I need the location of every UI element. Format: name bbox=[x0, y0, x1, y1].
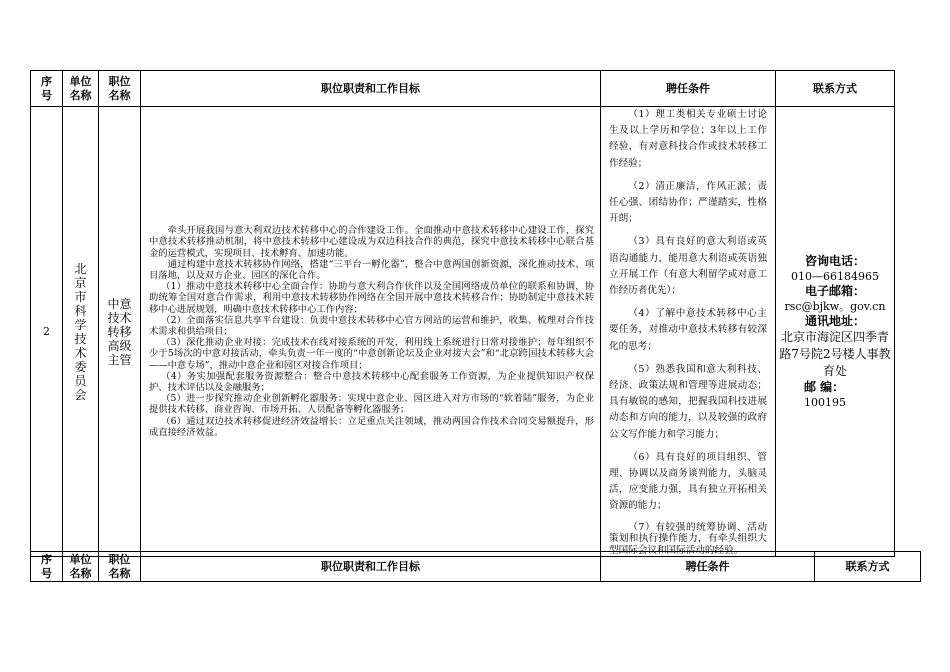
phone-label: 咨询电话： bbox=[804, 253, 865, 268]
duty-paragraph: （1）推动中意技术转移中心全面合作：协助与意大利合作伙伴以及全国网络成员单位的联系和协调，协助统筹全国对意合作需求，利用中意技术转移协作网络在全国开展中意技术转移合作；协助制定中意技术转移中心进展规划，明确中意技术转移中心工作内容； bbox=[149, 281, 594, 315]
phone-value: 010—66184965 bbox=[791, 269, 879, 283]
row-duties bbox=[141, 107, 601, 557]
duty-paragraph: （4）务实加强配套服务资源整合：整合中意技术转移中心配套服务工作资源，为企业提供知识产权保护、技术评估以及金融服务； bbox=[149, 370, 594, 393]
table-header-repeat bbox=[30, 551, 921, 582]
header-requirements: 聘任条件 bbox=[601, 552, 815, 582]
unit-name-vertical bbox=[63, 262, 98, 402]
row-contact bbox=[776, 107, 895, 557]
duty-paragraph: 牵头开展我国与意大利双边技术转移中心的合作建设工作。全面推动中意技术转移中心建设工作，探究中意技术转移推动机制，将中意技术转移中心建设成为双边科技合作的典范，探究中意技术转移中心联合基金的运营模式，实现项目、技术孵育、加速功能。 bbox=[149, 225, 594, 259]
unit-name-char: 员 bbox=[74, 373, 87, 388]
duty-paragraph: （5）进一步探究推动企业创新孵化器服务：实现中意企业、园区进入对方市场的“软着陆”服务，为企业提供技术转移、商业咨询、市场开拓、人员配备等孵化器服务； bbox=[149, 393, 594, 416]
position-name-line: 转移 bbox=[107, 324, 132, 339]
row-unit-name bbox=[63, 107, 99, 557]
duty-paragraph: （2）全面落实信息共享平台建设：负责中意技术转移中心官方网站的运营和维护，收集、梳理对合作技术需求和供给项目； bbox=[149, 314, 594, 337]
duty-paragraph: 通过构建中意技术转移协作网络，搭建“三平台一孵化器”，整合中意两国创新资源，深化推动技术、项目落地，以及双方企业、园区的深化合作。 bbox=[149, 258, 594, 281]
email-value: rsc@bjkw。gov.cn bbox=[784, 299, 886, 313]
table-row bbox=[30, 106, 895, 557]
unit-name-char: 会 bbox=[74, 387, 87, 402]
requirement-paragraph: （7）有较强的统筹协调、活动策划和执行操作能力，有牵头组织大型国际会议和国际活动的经验。 bbox=[609, 521, 767, 556]
requirement-paragraph: （6）具有良好的项目组织、管理、协调以及商务谈判能力，头脑灵活，应变能力强，具有独立开拓相关资源的能力； bbox=[609, 451, 767, 512]
row-requirements bbox=[601, 107, 776, 557]
unit-name-char: 北 bbox=[74, 261, 87, 276]
header-contact: 联系方式 bbox=[815, 552, 921, 582]
requirement-paragraph: （2）清正廉洁，作风正派；责任心强、团结协作；严谨踏实，性格开朗； bbox=[609, 180, 767, 225]
position-name-line: 高级 bbox=[107, 338, 132, 353]
position-name-line: 中意 bbox=[107, 296, 132, 311]
duty-paragraph: （3）深化推动企业对接：完成技术在线对接系统的开发，利用线上系统进行日常对接维护；每年组织不少于5场次的中意对接活动，牵头负责一年一度的“中意创新论坛及企业对接大会”和“北京跨国技术转移大会——中意专场”，推动中意企业和园区对接合作项目； bbox=[149, 337, 594, 371]
unit-name-char: 京 bbox=[74, 275, 87, 290]
requirement-paragraph: （3）具有良好的意大利语或英语沟通能力，能用意大利语或英语独立开展工作（有意大利留学或对意工作经历者优先）； bbox=[609, 236, 767, 297]
position-name-line: 技术 bbox=[107, 310, 132, 325]
address-label: 通讯地址： bbox=[804, 313, 865, 328]
header-serial: 序 号 bbox=[31, 552, 63, 582]
unit-name-char: 科 bbox=[74, 303, 87, 318]
header-unit: 单位 名称 bbox=[63, 71, 99, 107]
unit-name-char: 技 bbox=[74, 331, 87, 346]
header-serial: 序 号 bbox=[31, 71, 63, 107]
header-requirements: 聘任条件 bbox=[601, 71, 776, 107]
position-name-vertical bbox=[99, 297, 140, 367]
requirements-text bbox=[601, 107, 775, 556]
contact-info bbox=[776, 254, 894, 410]
unit-name-char: 市 bbox=[74, 289, 87, 304]
header-duties: 职位职责和工作目标 bbox=[141, 552, 601, 582]
postcode-value: 100195 bbox=[804, 395, 846, 409]
duties-text bbox=[141, 225, 600, 438]
requirement-paragraph: （5）熟悉我国和意大利科技、经济、政策法规和管理等进展动态；具有敏锐的感知，把握我国科技进展动态和方向的能力，以及较强的政府公文写作能力和学习能力； bbox=[609, 363, 767, 440]
unit-name-char: 学 bbox=[74, 317, 87, 332]
table-header bbox=[30, 70, 895, 107]
unit-name-char: 术 bbox=[74, 345, 87, 360]
row-position-name bbox=[99, 107, 141, 557]
row-serial: 2 bbox=[31, 107, 63, 557]
header-duties: 职位职责和工作目标 bbox=[141, 71, 601, 107]
address-value: 北京市海淀区四季青路7号院2号楼人事教育处 bbox=[779, 329, 891, 378]
unit-name-char: 委 bbox=[74, 359, 87, 374]
postcode-label: 邮 编： bbox=[804, 379, 845, 394]
header-unit: 单位 名称 bbox=[63, 552, 99, 582]
position-name-line: 主管 bbox=[107, 352, 132, 367]
header-position: 职位 名称 bbox=[99, 552, 141, 582]
requirement-paragraph: （1）理工类相关专业硕士讨论生及以上学历和学位；3年以上工作经验，有对意科技合作或技术转移工作经验； bbox=[609, 109, 767, 169]
header-contact: 联系方式 bbox=[776, 71, 895, 107]
requirement-paragraph: （4）了解中意技术转移中心主要任务，对推动中意技术转移有较深化的思考； bbox=[609, 308, 767, 352]
email-label: 电子邮箱： bbox=[804, 283, 865, 298]
header-position: 职位 名称 bbox=[99, 71, 141, 107]
duty-paragraph: （6）通过双边技术转移促进经济效益增长：立足重点关注领域，推动两国合作技术合同交易额提升，形成直接经济效益。 bbox=[149, 415, 594, 438]
